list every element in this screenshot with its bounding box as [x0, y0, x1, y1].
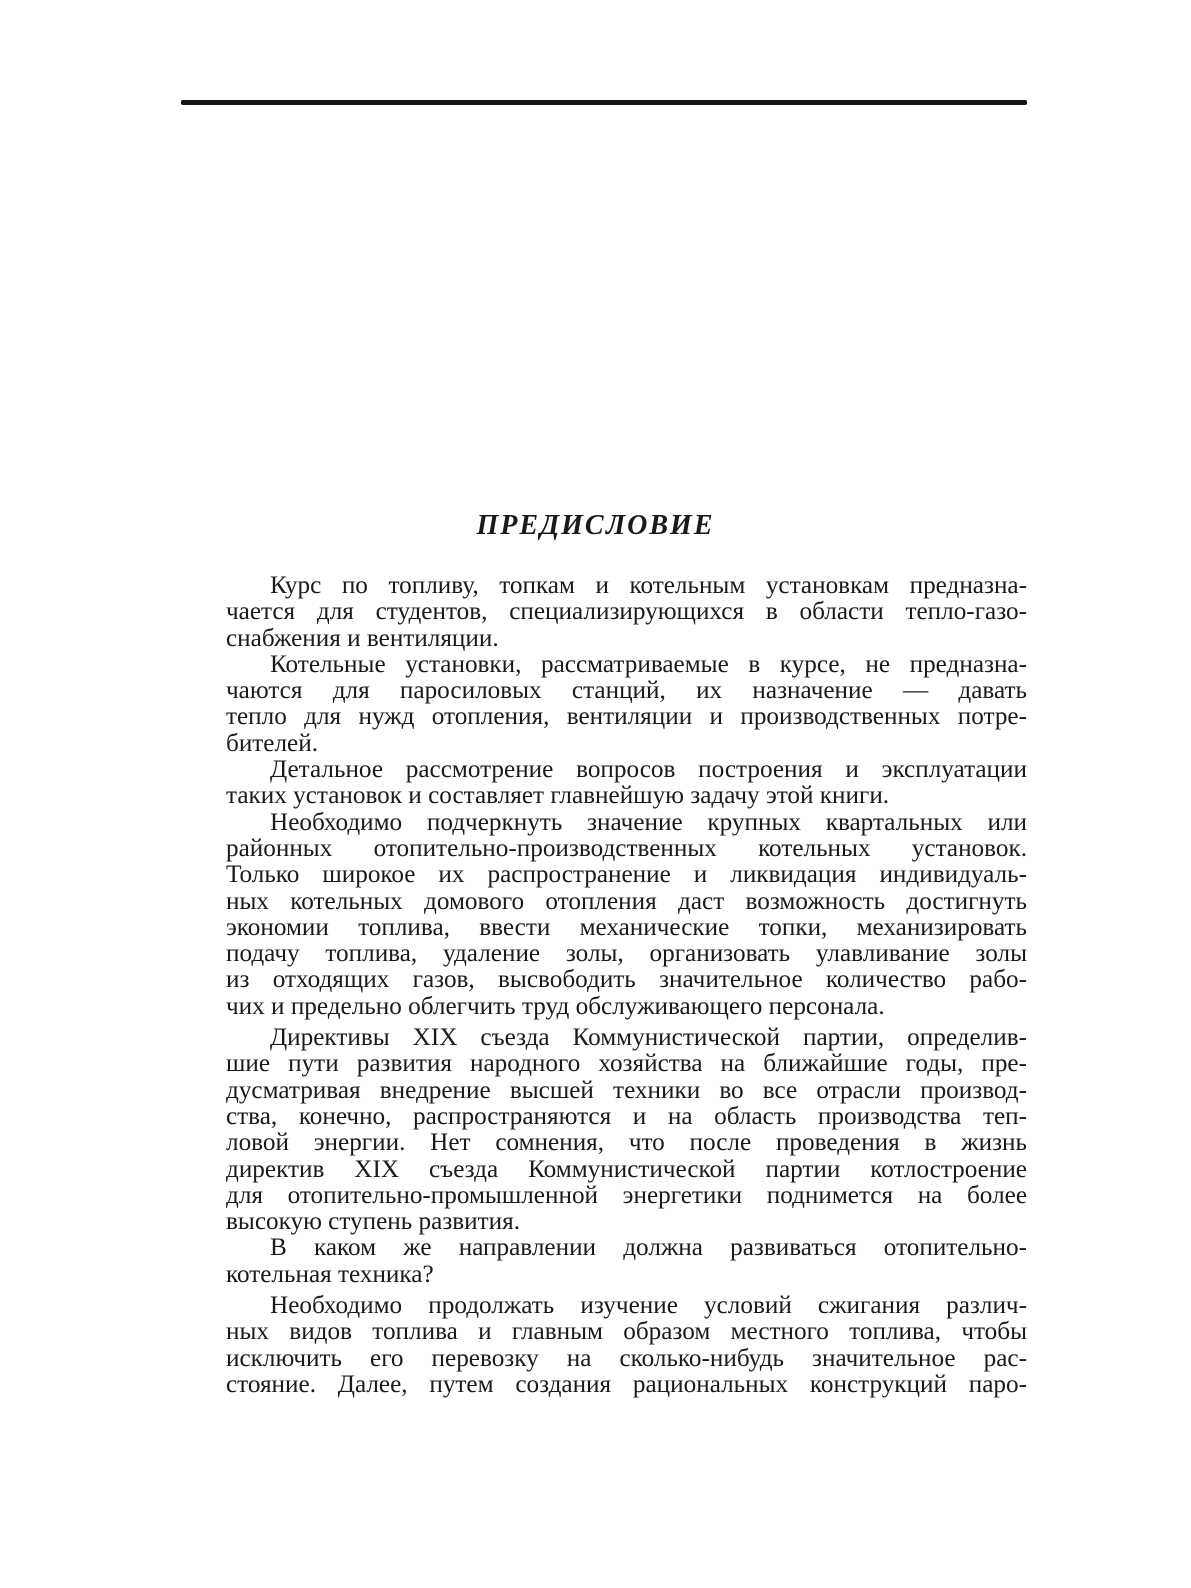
top-rule [181, 100, 1027, 105]
body-text [182, 573, 1027, 1398]
text-line: директив XIX съезда Коммунистической партии котлостроение [226, 1155, 1027, 1183]
text-line: ства, конечно, распространяются и на область производства теп- [226, 1102, 1027, 1130]
paragraph [182, 652, 1027, 757]
text-line: тепло для нужд отопления, вентиляции и производственных потре- [226, 703, 1027, 731]
text-line: чается для студентов, специализирующихся в области тепло-газо- [226, 598, 1027, 626]
text-line: ных видов топлива и главным образом местного топлива, чтобы [226, 1318, 1027, 1346]
text-line: Курс по топливу, топкам и котельным установкам предназна- [270, 572, 1027, 599]
text-line: чих и предельно облегчить труд обслуживающего персонала. [226, 992, 885, 1020]
text-line: ловой энергии. Нет сомнения, что после проведения в жизнь [226, 1129, 1027, 1157]
text-line: высокую ступень развития. [226, 1208, 521, 1236]
text-line: Директивы XIX съезда Коммунистической партии, определив- [270, 1024, 1027, 1052]
text-line: из отходящих газов, высвободить значительное количество рабо- [226, 966, 1027, 994]
paragraph [182, 1235, 1027, 1288]
text-line: таких установок и составляет главнейшую задачу этой книги. [226, 782, 890, 810]
text-line: дусматривая внедрение высшей техники во все отрасли производ- [226, 1076, 1027, 1104]
text-line: для отопительно-промышленной энергетики поднимется на более [226, 1181, 1027, 1209]
text-line: снабжения и вентиляции. [226, 624, 499, 652]
text-line: подачу топлива, удаление золы, организовать улавливание золы [226, 940, 1027, 968]
text-line: шие пути развития народного хозяйства на ближайшие годы, пре- [226, 1050, 1027, 1078]
text-line: котельная техника? [226, 1260, 434, 1288]
paragraph [182, 810, 1027, 1020]
text-line: исключить его перевозку на сколько-нибудь значительное рас- [226, 1344, 1027, 1372]
text-line: экономии топлива, ввести механические топки, механизировать [226, 913, 1027, 941]
text-line: Детальное рассмотрение вопросов построения и эксплуатации [270, 756, 1027, 784]
text-line: Необходимо продолжать изучение условий сжигания различ- [270, 1292, 1027, 1320]
text-line: Котельные установки, рассматриваемые в курсе, не предназна- [270, 650, 1027, 678]
text-line: В каком же направлении должна развиваться отопительно- [270, 1234, 1027, 1262]
text-line: бителей. [226, 729, 319, 757]
paragraph [182, 1293, 1027, 1398]
page-title: ПРЕДИСЛОВИЕ [476, 510, 715, 541]
text-line: ных котельных домового отопления даст возможность достигнуть [226, 887, 1027, 915]
paragraph [182, 1025, 1027, 1235]
text-line: Необходимо подчеркнуть значение крупных квартальных или [270, 808, 1027, 836]
text-line: Только широкое их распространение и ликвидация индивидуаль- [226, 861, 1027, 889]
text-line: районных отопительно-производственных котельных установок. [226, 834, 1027, 862]
paragraph [182, 757, 1027, 810]
text-line: чаются для паросиловых станций, их назначение — давать [226, 677, 1027, 705]
paragraph [182, 573, 1027, 652]
text-line: стояние. Далее, путем создания рациональных конструкций паро- [226, 1370, 1027, 1398]
